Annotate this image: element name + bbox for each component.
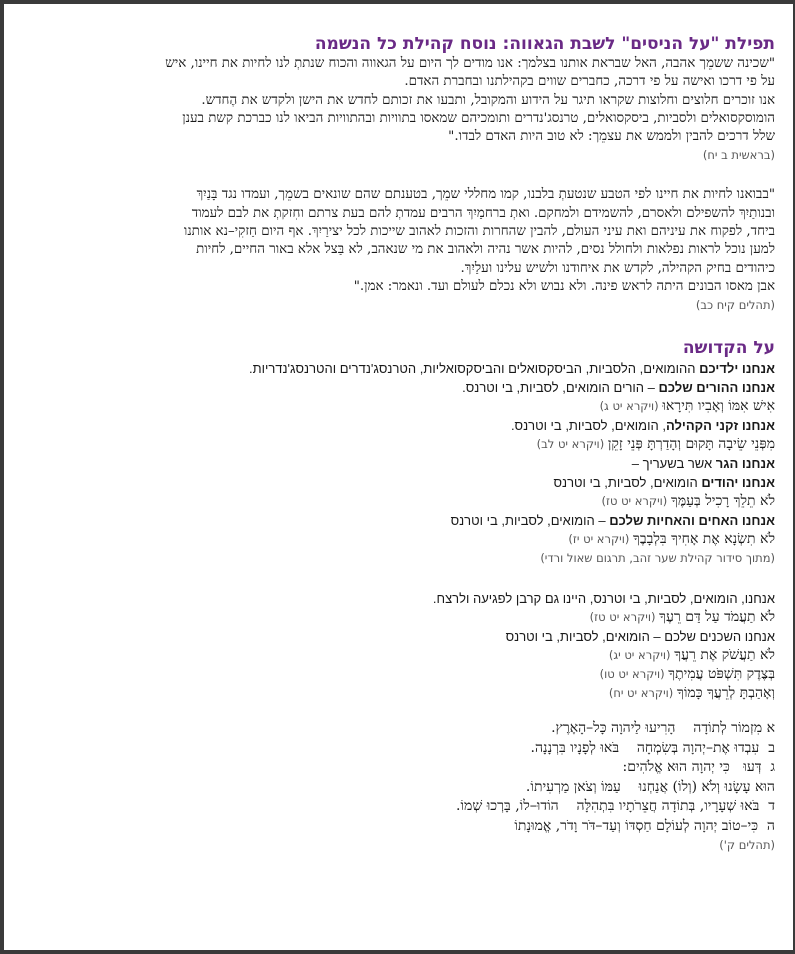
verse-reference: (ויקרא יט יג) [608,648,675,663]
neighbors-section [9,589,779,703]
statement-lead: אנחנו הגר [715,456,775,472]
text-line: ביחד, לפקוח את עיניהם ואת עיני העולם, להבין שהחרות והזכות לאהוב שייכות לכל יצירַיִךְ. אף היום חַזקִי–נא אותנו [183,224,775,240]
psalm-line: ג דְּעוּ כִּי יְהוָה הוּא אֱלֹהִים: [622,759,775,776]
statement-rest: ההומואים, הלסביות, הביסקסואלים והביסקסואליות, הטרנסג'נדרים והטרנסג'נדריות. [248,361,700,377]
text-line: שלל דרכים להבין ולממש את עצמֵך: לא טוב היות האדם לבדו." [448,129,775,145]
statement-line: אנחנו, הומואים, לסביות, בי וטרנס, היינו גם קרבן לפגיעה ולרצח. [432,591,775,607]
statement-rest: אשר בשעריך – [631,456,716,472]
verse-line [9,397,779,416]
verse-text: לֹא תַעֲמֹד עַל דַּם רֵעֶךָ [659,609,775,626]
verse-text: וְאָהַבְתָּ לְרֵעֲךָ כָּמוֹךָ [676,685,775,702]
spacer [9,164,779,186]
document-page [4,4,793,950]
spacer [9,314,779,336]
verse-line [9,435,779,454]
verse-reference: (ויקרא יט יז) [568,532,633,547]
statement-rest: – הומואים, לסביות, בי וטרנס [450,513,610,529]
verse-reference: (ויקרא יט יח) [608,686,677,701]
verse-text: אִישׁ אִמּוֹ וְאָבִיו תִּירָאוּ [662,398,775,415]
verse-line [9,608,779,627]
verse-line [9,492,779,511]
statement-lead: אנחנו זקני הקהילה [665,418,775,434]
text-line: אבן מאסו הבונים היתה לראש פינה. ולא נבוש ולא נכלם לעולם ועד. ונאמר: אמן." [353,278,775,294]
statement-lead: אנחנו יהודים [701,475,775,491]
verse-line [9,530,779,549]
psalm-line: א מִזְמוֹר לְתוֹדָה הָרִיעוּ לַיהוָה כָּל–הָאָרֶץ. [551,720,775,737]
statement-lead: אנחנו ילדיכם [699,361,775,377]
statement-lead: אנחנו האחים והאחיות שלכם [609,513,775,529]
verse-line [9,665,779,684]
text-line: למען נוכל לראות נפלאות ולחולל נסים, להיות אשר נהיה ולאהוב את מי שנאהב, לא בַּצל אלא באור החיים, לחיות [196,242,775,258]
verse-text: לֹא תֵלֵךְ רָכִיל בְּעַמֶּךָ [670,493,775,510]
statement-rest: הומואים, לסביות, בי וטרנס [553,475,702,491]
document-content [9,34,779,854]
text-line: ובנותַיִךְ להשפילם ולאסרם, להשמידם ולמחקם. ואתְ ברחמַיִךְ הרבים עמדתְ להם בעת צרתם וחִזקתְ את לבם לעמוד [191,205,775,221]
statement-line [9,454,779,473]
verse-line [9,684,779,703]
verse-reference: (ויקרא יט לב) [536,437,608,452]
source-citation: (תהלים ק') [719,838,775,853]
text-line: כיהודים בחיק הקהילה, לקדש את איחודנו ולשיש עלינו ועלַיִךְ. [460,260,775,276]
statement-rest: – הורים הומואים, לסביות, בי וטרנס. [462,380,659,396]
verse-text: לֹא תִשְׂנָא אֶת אָחִיךָ בִּלְבָבֶךָ [633,531,775,548]
verse-text: בְּצֶדֶק תִּשְׁפֹּט עֲמִיתֶךָ [668,666,775,683]
statement-line [9,473,779,492]
psalm-100 [9,719,779,836]
spacer [9,567,779,589]
text-line: על פי דרכו ואישה על פי דרכה, כחברים שווים בקהילתנו ובחברת האדם. [404,74,775,90]
psalm-line: הוּא עָשָׂנוּ וְלֹא (וְלוֹ) אֲנַחְנוּ עַמּוֹ וְצֹאן מַרְעִיתוֹ. [525,778,775,795]
psalm-line: ד בֹּאוּ שְׁעָרָיו, בְּתוֹדָה חֲצֵרֹתָיו בִּתְהִלָּה הוֹדוּ–לוֹ, בָּרְכוּ שְׁמוֹ. [456,798,775,815]
verse-reference: (ויקרא יט טז) [601,494,671,509]
statement-rest: , הומואים, לסביות, בי וטרנס. [510,418,666,434]
psalm-line: ה כִּי–טוֹב יְהוָה לְעוֹלָם חַסְדּוֹ וְעַד–דֹּר וָדֹר, אֱמוּנָתוֹ [514,817,775,834]
psalm-line: ב עִבְדוּ אֶת–יְהוָה בְּשִׂמְחָה בֹּאוּ לְפָנָיו בִּרְנָנָה. [530,739,775,756]
al-hanisim-paragraph-1 [9,55,779,146]
verse-line [9,646,779,665]
text-line: "שכינה ששמֵך אהבה, האל שבראת אותנו בצלמך: אנו מודים לך היום על הגאווה והכוח שנתתְ לנו לחיות את חיינו, איש [165,56,775,71]
statement-line [9,378,779,397]
statement-line [9,359,779,378]
source-citation: (תהלים קיח כב) [695,298,775,313]
statement-line: אנחנו השכנים שלכם – הומואים, לסביות, בי וטרנס [505,629,775,645]
kedusha-title: על הקדושה [682,338,775,359]
statement-lead: אנחנו ההורים שלכם [658,380,775,396]
verse-reference: (ויקרא יט טו) [599,667,669,682]
source-citation: (מתוך סידור קהילת שער זהב, תרגום שאול ורדי) [540,551,775,566]
verse-reference: (ויקרא יט ג) [599,399,663,414]
verse-text: מִפְּנֵי שֵׂיבָה תָּקוּם וְהָדַרְתָּ פְּנֵי זָקֵן [607,436,775,453]
text-line: אנו זוכרים חלוצים וחלוצות שקראו תיגר על הידוע והמקובל, ותבעו את זכותם לחדש את הישן ולקדש את הֶחדש. [201,92,775,108]
statement-line [9,511,779,530]
text-line: הומוסקסואלים ולסביות, ביסקסואלים, טרנסג'נדרים ותומכיהם שמאסו בתוויות ובהתוויות הביאו לנו כברכת קשת בענן [182,110,775,126]
verse-reference: (ויקרא יט טז) [589,610,660,625]
kedusha-lines [9,359,779,549]
verse-text: לֹא תַעֲשֹׁק אֶת רֵעֲךָ [674,647,775,664]
al-hanisim-title: תפילת "על הניסים" לשבת הגאווה: נוסח קהילת כל הנשמה [314,34,775,54]
spacer [9,703,779,719]
al-hanisim-paragraph-2 [9,186,779,296]
statement-line [9,416,779,435]
source-citation: (בראשית ב יח) [702,148,775,163]
text-line: "בבואנו לחיות את חיינו לפי הטבע שנטעתְ בלבנו, קמו מחללי שמֵך, בטענתם שהם שונאים בשמֵך, ועמדו נגד בָּנַיִךְ [196,187,775,203]
